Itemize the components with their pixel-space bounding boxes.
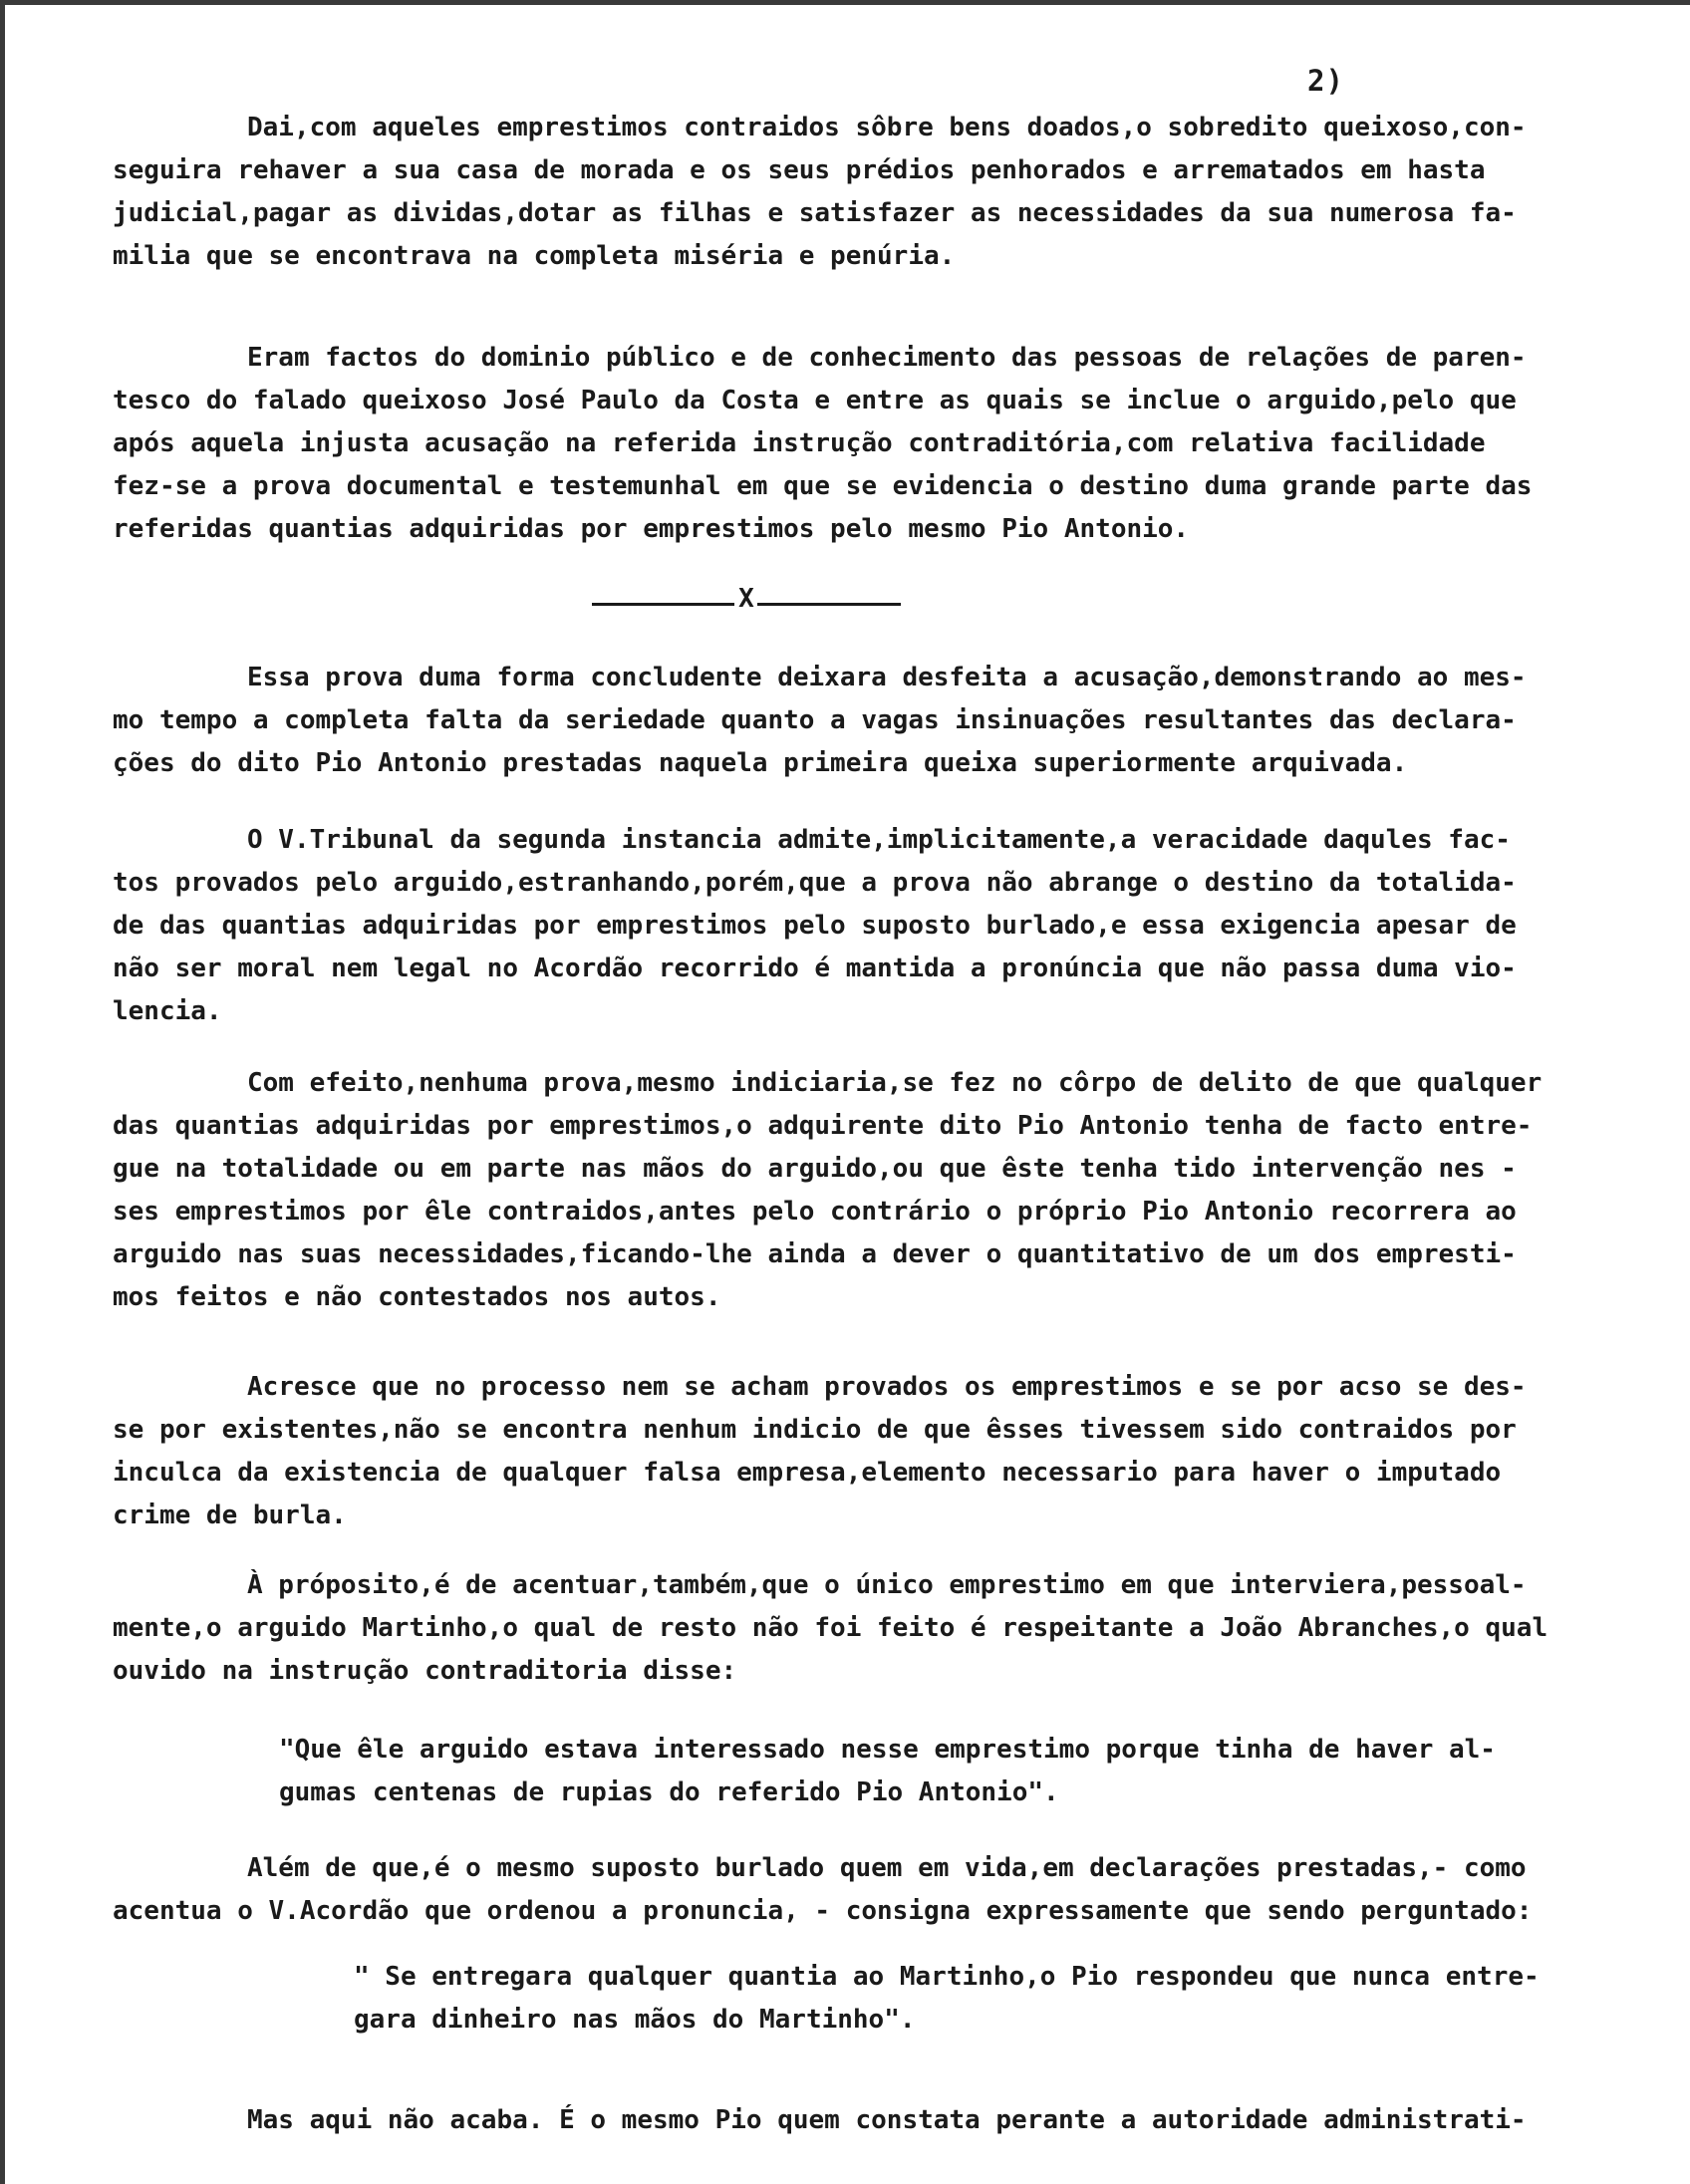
text-line: acentua o V.Acordão que ordenou a pronuncia, - consigna expressamente que sendo perguntado: xyxy=(113,1896,1533,1926)
text-line: seguira rehaver a sua casa de morada e os seus prédios penhorados e arrematados em hasta xyxy=(113,155,1486,185)
paragraph-1 xyxy=(113,107,1627,278)
text-line: das quantias adquiridas por emprestimos,o adquirente dito Pio Antonio tenha de facto entre- xyxy=(113,1111,1533,1141)
text-line: milia que se encontrava na completa miséria e penúria. xyxy=(113,241,956,271)
separator-line-left xyxy=(592,603,734,606)
text-line: Mas aqui não acaba. É o mesmo Pio quem constata perante a autoridade administrati- xyxy=(247,2105,1527,2135)
page-border-top xyxy=(0,0,1690,5)
paragraph-7 xyxy=(113,1564,1627,1693)
text-line: após aquela injusta acusação na referida instrução contraditória,com relativa facilidade xyxy=(113,428,1486,458)
text-line: ouvido na instrução contraditoria disse: xyxy=(113,1656,737,1686)
text-line: Essa prova duma forma concludente deixara desfeita a acusação,demonstrando ao mes- xyxy=(247,663,1527,692)
paragraph-4 xyxy=(113,819,1627,1033)
paragraph-9 xyxy=(113,2099,1627,2142)
paragraph-8 xyxy=(113,1847,1627,1933)
quote-1 xyxy=(279,1729,1690,1814)
text-line: À próposito,é de acentuar,também,que o único emprestimo em que interviera,pessoal- xyxy=(247,1570,1527,1600)
text-line: arguido nas suas necessidades,ficando-lhe ainda a dever o quantitativo de um dos empresti- xyxy=(113,1239,1517,1269)
text-line: gara dinheiro nas mãos do Martinho". xyxy=(354,2005,916,2035)
separator-mark: X xyxy=(738,584,754,614)
text-line: judicial,pagar as dividas,dotar as filhas e satisfazer as necessidades da sua numerosa fa- xyxy=(113,198,1517,228)
text-line: de das quantias adquiridas por emprestimos pelo suposto burlado,e essa exigencia apesar de xyxy=(113,911,1517,941)
text-line: Eram factos do dominio público e de conhecimento das pessoas de relações de paren- xyxy=(247,343,1527,373)
text-line: ções do dito Pio Antonio prestadas naquela primeira queixa superiormente arquivada. xyxy=(113,748,1408,778)
text-line: Com efeito,nenhuma prova,mesmo indiciaria,se fez no côrpo de delito de que qualquer xyxy=(247,1068,1543,1098)
text-line: tos provados pelo arguido,estranhando,porém,que a prova não abrange o destino da totalida- xyxy=(113,868,1517,898)
text-line: " Se entregara qualquer quantia ao Martinho,o Pio respondeu que nunca entre- xyxy=(354,1962,1540,1992)
text-line: crime de burla. xyxy=(113,1501,347,1530)
text-line: mos feitos e não contestados nos autos. xyxy=(113,1282,721,1312)
page-number: 2) xyxy=(1307,64,1344,98)
paragraph-6 xyxy=(113,1366,1627,1537)
text-line: ses emprestimos por êle contraidos,antes pelo contrário o próprio Pio Antonio recorrera ao xyxy=(113,1197,1517,1227)
separator-line-right xyxy=(757,603,901,606)
text-line: não ser moral nem legal no Acordão recorrido é mantida a pronúncia que não passa duma vio- xyxy=(113,954,1517,983)
section-separator xyxy=(588,584,907,618)
page-border-left xyxy=(0,0,5,2184)
text-line: Além de que,é o mesmo suposto burlado quem em vida,em declarações prestadas,- como xyxy=(247,1853,1527,1883)
quote-2 xyxy=(354,1956,1690,2042)
text-line: mo tempo a completa falta da seriedade quanto a vagas insinuações resultantes das declara- xyxy=(113,705,1517,735)
text-line: lencia. xyxy=(113,996,222,1026)
text-line: gue na totalidade ou em parte nas mãos do arguido,ou que êste tenha tido intervenção nes - xyxy=(113,1154,1517,1184)
text-line: Dai,com aqueles emprestimos contraidos sôbre bens doados,o sobredito queixoso,con- xyxy=(247,113,1527,142)
paragraph-3 xyxy=(113,657,1627,785)
paragraph-2 xyxy=(113,337,1627,551)
text-line: "Que êle arguido estava interessado nesse emprestimo porque tinha de haver al- xyxy=(279,1735,1496,1765)
text-line: Acresce que no processo nem se acham provados os emprestimos e se por acso se des- xyxy=(247,1372,1527,1402)
text-line: inculca da existencia de qualquer falsa empresa,elemento necessario para haver o imputado xyxy=(113,1458,1502,1488)
text-line: gumas centenas de rupias do referido Pio Antonio". xyxy=(279,1777,1059,1807)
text-line: tesco do falado queixoso José Paulo da Costa e entre as quais se inclue o arguido,pelo que xyxy=(113,386,1517,415)
text-line: mente,o arguido Martinho,o qual de resto não foi feito é respeitante a João Abranches,o qual xyxy=(113,1613,1549,1643)
text-line: fez-se a prova documental e testemunhal em que se evidencia o destino duma grande parte das xyxy=(113,471,1533,501)
text-line: O V.Tribunal da segunda instancia admite,implicitamente,a veracidade daqules fac- xyxy=(247,825,1511,855)
paragraph-5 xyxy=(113,1062,1627,1319)
text-line: referidas quantias adquiridas por emprestimos pelo mesmo Pio Antonio. xyxy=(113,514,1190,544)
text-line: se por existentes,não se encontra nenhum indicio de que êsses tivessem sido contraidos por xyxy=(113,1415,1517,1445)
